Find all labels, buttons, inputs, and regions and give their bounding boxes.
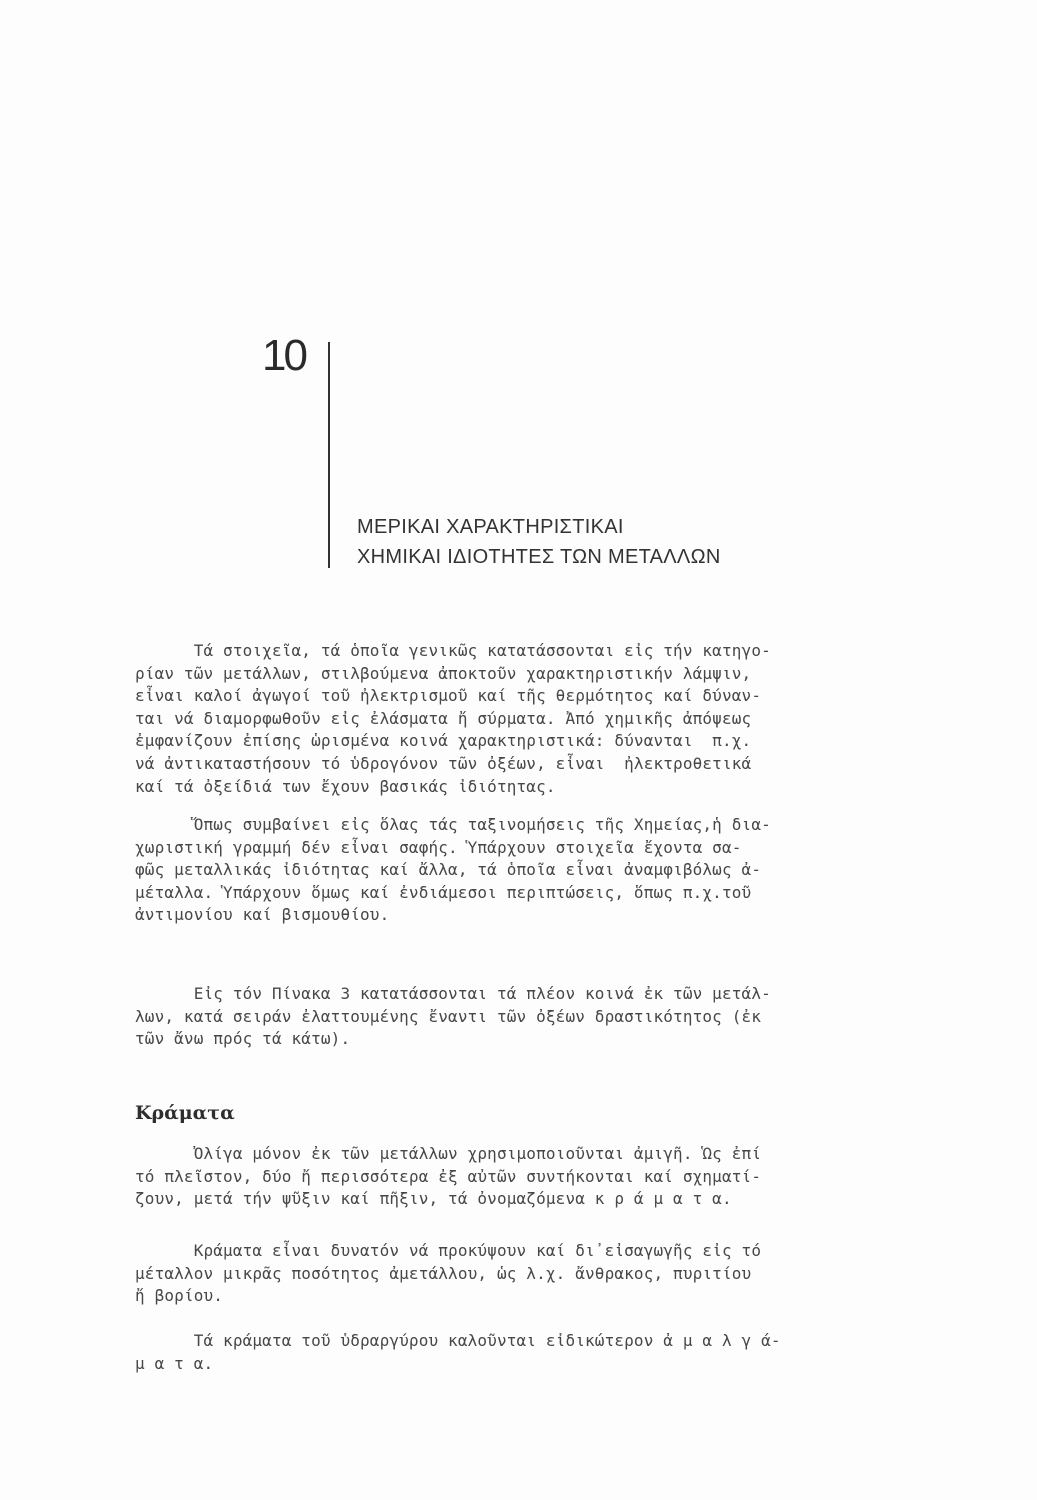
text-line: ζουν, μετά τήν ψῦξιν καί πῆξιν, τά ὀνομαζόμενα κ ρ ά μ α τ α. bbox=[135, 1189, 732, 1209]
text-line: μέταλλα. Ὑπάρχουν ὅμως καί ἐνδιάμεσοι περιπτώσεις, ὅπως π.χ.τοῦ bbox=[135, 882, 752, 902]
text-line: ρίαν τῶν μετάλλων, στιλβούμενα ἀποκτοῦν χαρακτηριστικήν λάμψιν, bbox=[135, 663, 752, 683]
paragraph bbox=[135, 1330, 965, 1375]
chapter-divider bbox=[328, 342, 330, 568]
text-line: τό πλεῖστον, δύο ἤ περισσότερα ἐξ αὐτῶν συντήκονται καί σχηματί- bbox=[135, 1166, 762, 1186]
text-line: καί τά ὀξείδιά των ἔχουν βασικάς ἰδιότητας. bbox=[135, 776, 556, 796]
section-heading: Κράματα bbox=[135, 1102, 235, 1124]
text-line: μ α τ α. bbox=[135, 1353, 214, 1373]
text-line: φῶς μεταλλικάς ἰδιότητας καί ἄλλα, τά ὁποῖα εἶναι ἀναμφιβόλως ἀ- bbox=[135, 860, 762, 880]
text-line: Κράματα εἶναι δυνατόν νά προκύψουν καί δι᾽εἰσαγωγῆς εἰς τό bbox=[135, 1241, 762, 1260]
text-line: Εἰς τόν Πίνακα 3 κατατάσσονται τά πλέον κοινά ἐκ τῶν μετάλ- bbox=[135, 984, 771, 1003]
text-line: μέταλλον μικρᾶς ποσότητος ἀμετάλλου, ὡς λ.χ. ἄνθρακος, πυριτίου bbox=[135, 1263, 752, 1283]
text-line: Ὀλίγα μόνον ἐκ τῶν μετάλλων χρησιμοποιοῦνται ἀμιγῆ. Ὡς ἐπί bbox=[135, 1144, 762, 1163]
text-line: Τά κράματα τοῦ ὑδραργύρου καλοῦνται εἰδικώτερον ἀ μ α λ γ ά- bbox=[135, 1331, 781, 1350]
paragraph bbox=[135, 1240, 965, 1308]
text-line: Τά στοιχεῖα, τά ὁποῖα γενικῶς κατατάσσονται εἰς τήν κατηγο- bbox=[135, 641, 771, 660]
text-line: τῶν ἄνω πρός τά κάτω). bbox=[135, 1029, 351, 1049]
paragraph bbox=[135, 983, 965, 1051]
text-line: χωριστική γραμμή δέν εἶναι σαφής. Ὑπάρχουν στοιχεῖα ἔχοντα σα- bbox=[135, 837, 742, 857]
paragraph bbox=[135, 814, 965, 927]
paragraph bbox=[135, 1143, 965, 1211]
text-line: ἀντιμονίου καί βισμουθίου. bbox=[135, 905, 390, 925]
text-line: ἤ βορίου. bbox=[135, 1286, 224, 1306]
text-line: Ὅπως συμβαίνει εἰς ὅλας τάς ταξινομήσεις τῆς Χημείας,ἡ δια- bbox=[135, 815, 771, 834]
text-line: νά ἀντικαταστήσουν τό ὑδρογόνον τῶν ὀξέων, εἶναι ἠλεκτροθετικά bbox=[135, 753, 752, 773]
chapter-title-line: ΜΕΡΙΚΑΙ ΧΑΡΑΚΤΗΡΙΣΤΙΚΑΙ bbox=[357, 516, 624, 538]
text-line: ται νά διαμορφωθοῦν εἰς ἐλάσματα ἤ σύρματα. Ἀπό χημικῆς ἀπόψεως bbox=[135, 708, 752, 728]
text-line: ἐμφανίζουν ἐπίσης ὡρισμένα κοινά χαρακτηριστικά: δύνανται π.χ. bbox=[135, 731, 752, 751]
chapter-title-line: ΧΗΜΙΚΑΙ ΙΔΙΟΤΗΤΕΣ ΤΩΝ ΜΕΤΑΛΛΩΝ bbox=[357, 546, 721, 568]
paragraph bbox=[135, 640, 965, 798]
text-line: εἶναι καλοί ἀγωγοί τοῦ ἠλεκτρισμοῦ καί τῆς θερμότητος καί δύναν- bbox=[135, 686, 762, 706]
text-line: λων, κατά σειράν ἐλαττουμένης ἔναντι τῶν ὀξέων δραστικότητος (ἐκ bbox=[135, 1006, 762, 1026]
chapter-title bbox=[357, 512, 721, 572]
chapter-number: 10 bbox=[262, 331, 305, 380]
